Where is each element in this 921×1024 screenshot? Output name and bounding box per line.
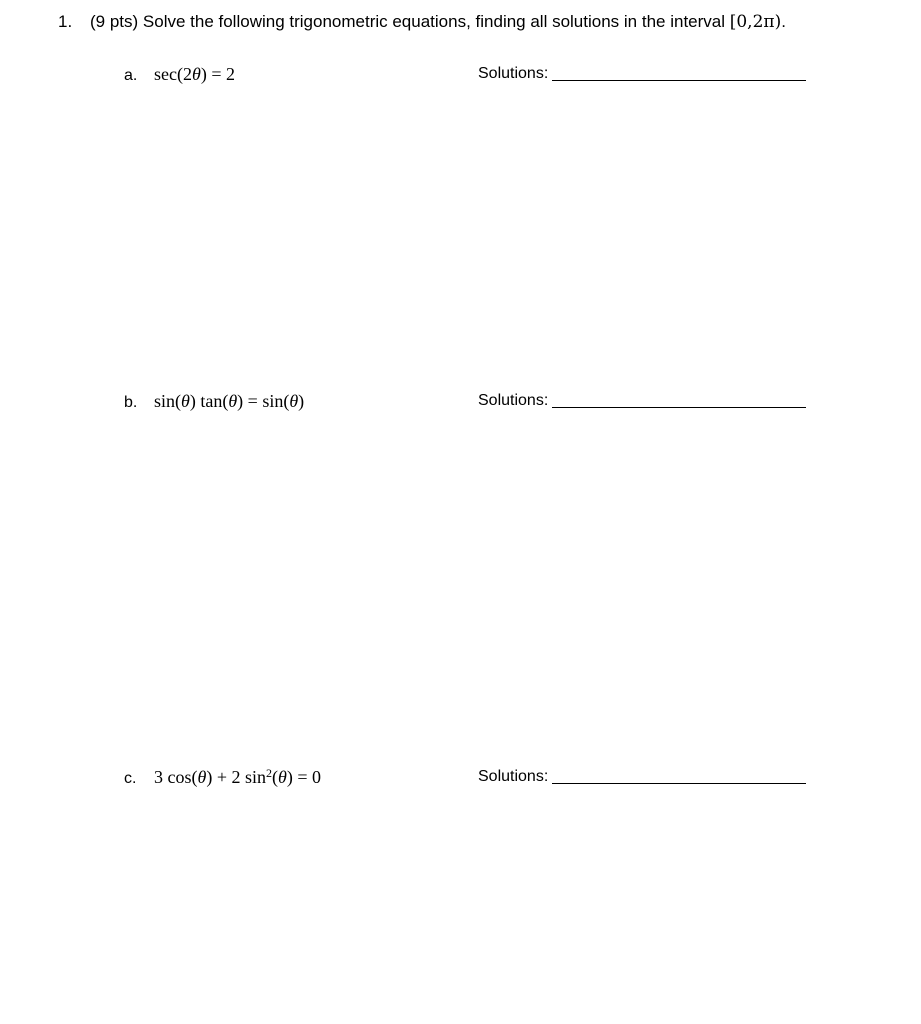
part-b-solutions-label: Solutions:: [478, 392, 549, 409]
part-a-letter: a.: [124, 67, 138, 84]
part-a-answer-line[interactable]: [552, 79, 806, 81]
part-c-solutions-label: Solutions:: [478, 768, 549, 785]
part-b-solutions: [478, 392, 806, 410]
question-header: [58, 12, 786, 32]
question-number: 1.: [58, 12, 73, 31]
part-a-work-area[interactable]: [124, 100, 814, 380]
part-c-work-area[interactable]: [124, 805, 814, 1005]
part-c: [124, 767, 321, 788]
question-text: (9 pts) Solve the following trigonometric equations, finding all solutions in the interval: [90, 12, 730, 31]
part-b-answer-line[interactable]: [552, 406, 806, 408]
part-a-solutions-label: Solutions:: [478, 65, 549, 82]
part-b-work-area[interactable]: [124, 428, 814, 758]
question-end: .: [781, 12, 786, 31]
part-c-answer-line[interactable]: [552, 782, 806, 784]
part-c-letter: c.: [124, 770, 137, 787]
part-a-solutions: [478, 65, 806, 83]
part-b-letter: b.: [124, 394, 138, 411]
part-b: [124, 391, 304, 412]
part-c-equation: 3 cos(θ) + 2 $\sin^2(\theta) = 0$: [154, 766, 321, 787]
part-a: [124, 64, 235, 85]
part-a-equation: sec(2θ) = 2: [154, 64, 235, 84]
part-b-equation: sin(θ) tan(θ) = sin(θ): [154, 391, 305, 411]
part-c-solutions: [478, 768, 806, 786]
question-interval: [0,2π): [729, 12, 782, 32]
